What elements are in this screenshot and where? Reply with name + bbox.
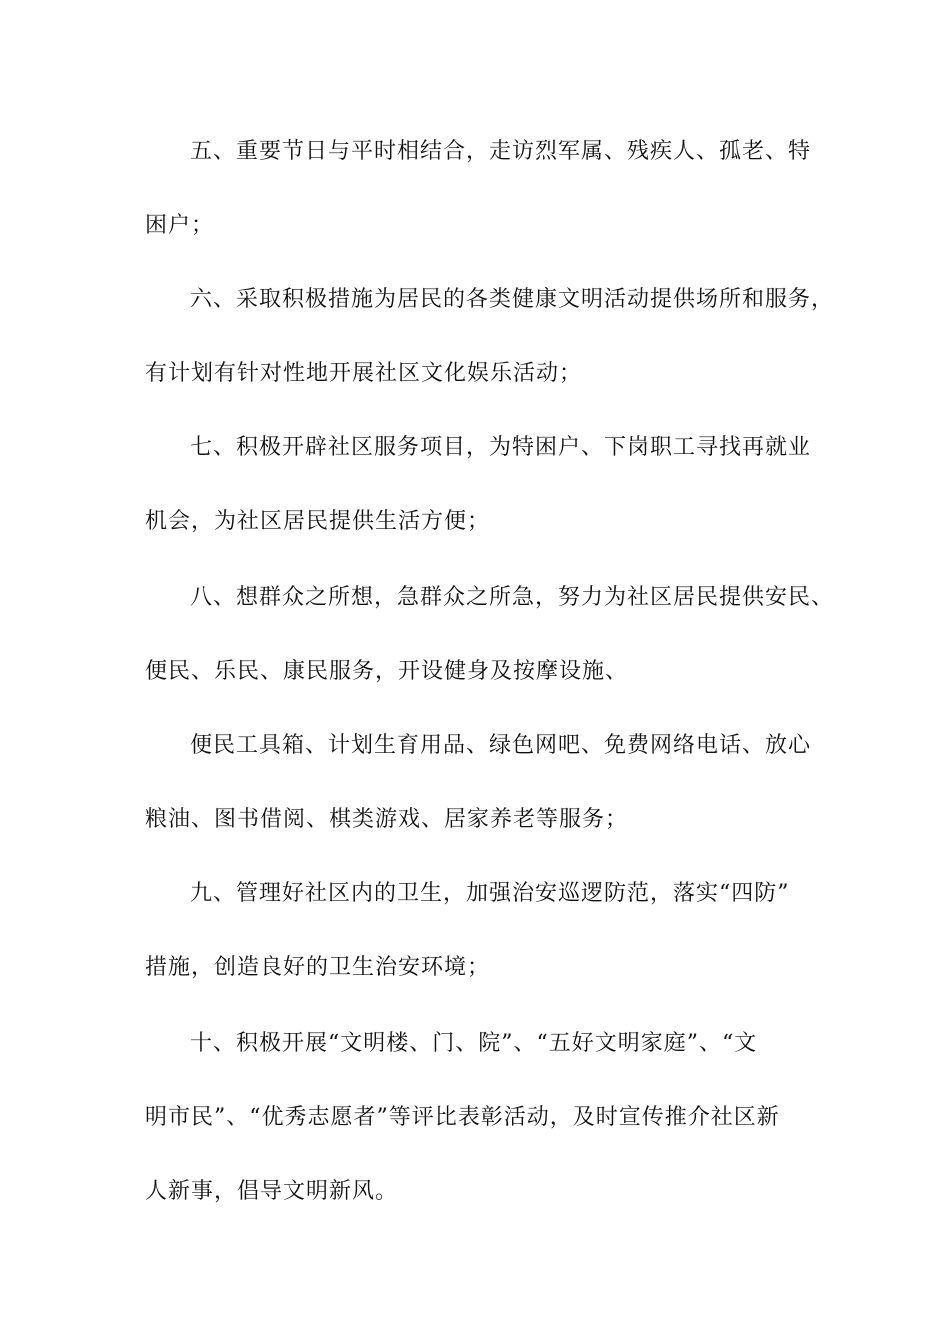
paragraph-line: 有计划有针对性地开展社区文化娱乐活动； [145, 361, 583, 386]
paragraph-line: 十、积极开展“文明楼、门、院”、“五好文明家庭”、“文 [190, 1031, 758, 1056]
paragraph-line: 九、管理好社区内的卫生，加强治安巡逻防范，落实“四防” [190, 881, 790, 906]
paragraph-line: 八、想群众之所想，急群众之所急，努力为社区居民提供安民、 [190, 585, 835, 610]
paragraph-line: 困户； [145, 213, 215, 238]
paragraph-line: 机会，为社区居民提供生活方便； [145, 509, 491, 534]
paragraph-line: 粮油、图书借阅、棋类游戏、居家养老等服务； [145, 807, 629, 832]
paragraph-line: 五、重要节日与平时相结合，走访烈军属、残疾人、孤老、特 [190, 139, 812, 164]
paragraph-line: 明市民”、“优秀志愿者”等评比表彰活动，及时宣传推介社区新 [145, 1105, 780, 1130]
paragraph-line: 便民工具箱、计划生育用品、绿色网吧、免费网络电话、放心 [190, 733, 812, 758]
paragraph-line: 人新事，倡导文明新风。 [145, 1179, 399, 1204]
paragraph-line: 六、采取积极措施为居民的各类健康文明活动提供场所和服务， [190, 287, 835, 312]
paragraph-line: 七、积极开辟社区服务项目，为特困户、下岗职工寻找再就业 [190, 435, 812, 460]
paragraph-line: 措施，创造良好的卫生治安环境； [145, 955, 491, 980]
paragraph-line: 便民、乐民、康民服务，开设健身及按摩设施、 [145, 659, 629, 684]
